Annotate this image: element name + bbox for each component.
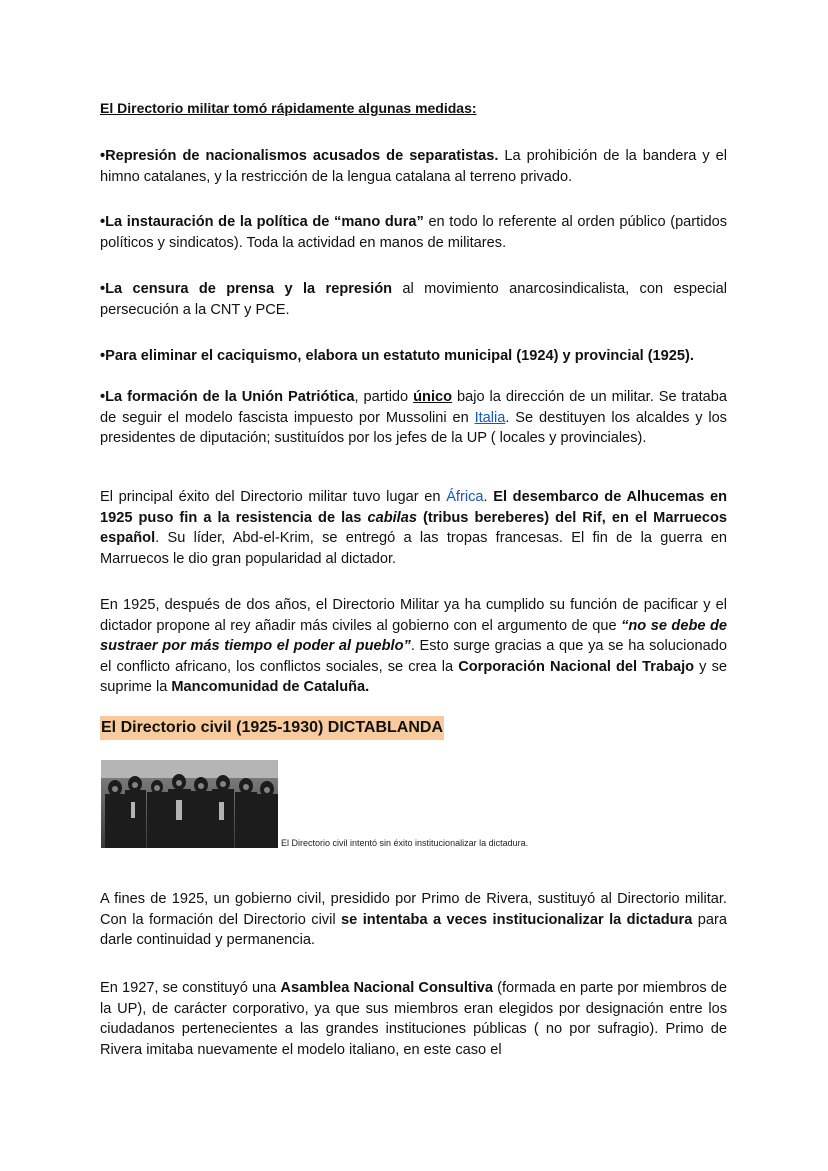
paragraph-item-2 — [100, 212, 727, 253]
body-text: . Esto surge gracias a que ya se ha solucionado el conflicto africano, los conflictos sociales, se crea la — [100, 638, 728, 675]
historical-photo — [101, 760, 278, 848]
bold-text: Corporación Nacional del Trabajo — [458, 658, 695, 675]
italic-bold-text: cabilas — [367, 509, 417, 526]
paragraph-item-5 — [100, 387, 727, 449]
body-text: y se suprime la — [100, 658, 727, 695]
bold-text: se intentaba a veces institucionalizar la dictadura — [341, 911, 693, 928]
body-text: . Su líder, Abd-el-Krim — [155, 530, 310, 546]
body-text: en todo lo referente al orden público (partidos políticos y sindicatos). Toda la actividad en manos de militares. — [100, 214, 727, 251]
bold-text: Mancomunidad de Cataluña. — [171, 679, 370, 695]
quote-text: “no se debe de sustraer por más tiempo el poder al pueblo” — [100, 617, 727, 654]
body-text: bajo la dirección de un militar. Se trataba de seguir el modelo fascista impuesto por Mussolini en — [100, 389, 727, 426]
italia-link[interactable]: Italia — [474, 409, 506, 426]
body-text: , partido — [354, 389, 414, 405]
body-text: . Se destituyen los alcaldes y los presidentes de diputación; sustituídos por los jefes de la UP ( locales y provinciales). — [100, 409, 727, 446]
bold-text: •La instauración de la política de “mano dura” — [100, 214, 424, 230]
bold-text: •La censura de prensa y la represión — [100, 281, 393, 297]
paragraph-1925 — [100, 595, 727, 698]
body-text: (formada en parte por miembros de la UP), de carácter corporativo, ya que sus miembros eran elegidos por designación entre los ciudadanos pertenecientes a las grandes instituciones públicas ( no por sufragio). Primo de Rivera imitaba nuevamente el modelo italiano, en este caso el — [100, 980, 727, 1058]
africa-link[interactable]: África — [446, 489, 484, 505]
paragraph-item-3 — [100, 279, 727, 320]
body-text: , se entregó a las tropas francesas. El fin de la guerra en Marruecos le dio gran popularidad al dictador. — [100, 530, 727, 567]
bold-text: •Para eliminar el caciquismo, elabora un estatuto municipal (1924) y provincial (1925). — [100, 348, 694, 364]
bold-text: •La formación de la Unión Patriótica — [100, 389, 355, 405]
underlined-bold-text: único — [413, 389, 453, 405]
section-heading: El Directorio militar tomó rápidamente algunas medidas: — [100, 100, 477, 116]
paragraph-1927 — [100, 978, 727, 1060]
paragraph-africa — [100, 487, 727, 569]
photo-caption: El Directorio civil intentó sin éxito institucionalizar la dictadura. — [281, 838, 529, 848]
body-text: . — [483, 489, 494, 505]
body-text: para darle continuidad y permanencia. — [100, 911, 727, 948]
section-title-directorio-civil: El Directorio civil (1925-1930) DICTABLANDA — [100, 716, 444, 740]
bold-text: (tribus bereberes) del Rif, en el Marruecos español — [100, 509, 727, 546]
paragraph-item-4 — [100, 346, 727, 367]
paragraph-civil — [100, 889, 727, 951]
bold-text: Asamblea Nacional Consultiva — [280, 980, 494, 996]
paragraph-item-1 — [100, 146, 727, 187]
body-text: En 1927, se constituyó una — [100, 980, 281, 996]
body-text: La prohibición de la bandera y el himno catalanes, y la restricción de la lengua catalana al terreno privado. — [100, 148, 727, 185]
bold-text: •Represión de nacionalismos acusados de separatistas. — [100, 148, 499, 164]
body-text: A fines de 1925, un gobierno civil, presidido por Primo de Rivera, sustituyó al Directorio militar. Con la formación del Directorio civil — [100, 891, 727, 928]
body-text: El principal éxito del Directorio militar tuvo lugar en — [100, 489, 447, 505]
body-text: al movimiento anarcosindicalista, con especial persecución a la CNT y PCE. — [100, 281, 727, 318]
body-text: En 1925, después de dos años, el Directorio Militar ya ha cumplido su función de pacificar y el dictador propone al rey añadir más civiles al gobierno con el argumento de que — [100, 597, 727, 634]
bold-text: El desembarco de Alhucemas en 1925 puso fin a la resistencia de las — [100, 489, 728, 526]
photo-illustration — [101, 760, 278, 848]
